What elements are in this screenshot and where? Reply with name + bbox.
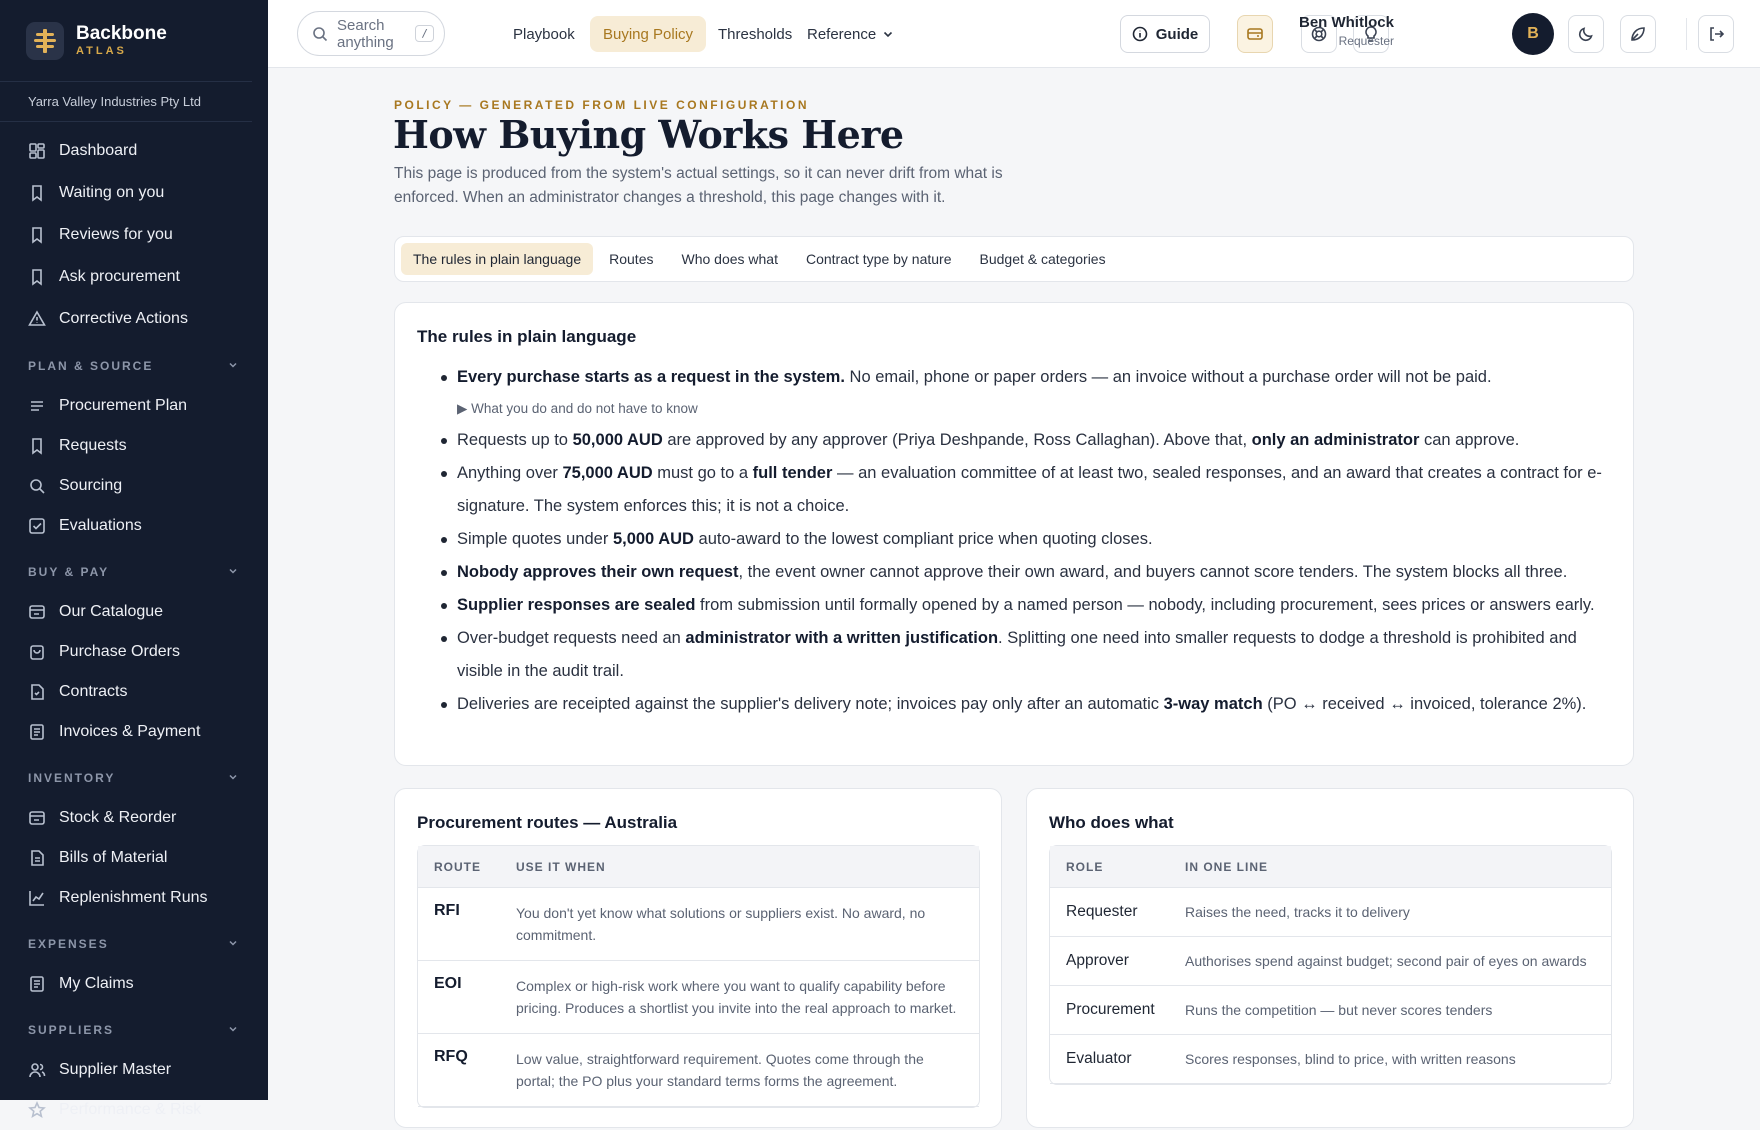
rule-item (439, 523, 1609, 556)
policy-tabs (394, 236, 1634, 282)
route-description: You don't yet know what solutions or suppliers exist. No award, no commitment. (516, 905, 926, 943)
wallet-icon (1246, 25, 1264, 43)
role-description: Raises the need, tracks it to delivery (1185, 904, 1410, 920)
rule-item (439, 622, 1609, 688)
sidebar-item-label: Waiting on you (59, 184, 165, 201)
sidebar-item-label: Our Catalogue (59, 603, 164, 620)
moon-icon (1577, 25, 1595, 43)
table-header (1050, 846, 1611, 888)
table-row (1050, 1035, 1611, 1084)
nav-label: Thresholds (718, 25, 793, 43)
rules-list (439, 361, 1609, 721)
role-description: Runs the competition — but never scores tenders (1185, 1002, 1493, 1018)
details-label: What you do and do not have to know (471, 401, 698, 416)
rule-text: are approved by any approver (Priya Deshpande, Ross Callaghan). Above that, (662, 431, 1252, 449)
tab-who-does-what[interactable]: Who does what (681, 251, 778, 267)
rules-card-title: The rules in plain language (417, 327, 637, 346)
section-title: BUY & PAY (28, 565, 110, 579)
nav-playbook[interactable] (500, 16, 588, 52)
rule-text: Anything over (457, 464, 563, 482)
sidebar-section-suppliers[interactable] (0, 1010, 268, 1050)
sidebar-section-inventory[interactable] (0, 758, 268, 798)
chevron-down-icon (228, 1023, 238, 1037)
table-row (418, 961, 979, 1034)
sidebar-item-purchase-orders[interactable] (0, 632, 268, 672)
sidebar-item-label: Supplier Master (59, 1061, 172, 1078)
search-shortcut: / (415, 25, 434, 42)
sidebar-item-procurement-plan[interactable] (0, 386, 268, 426)
rule-item (439, 361, 1609, 394)
sign-out-icon (1707, 25, 1725, 43)
document-icon (28, 849, 46, 867)
sidebar-section-buy-pay[interactable] (0, 552, 268, 592)
table-row (1050, 986, 1611, 1035)
sidebar-item-sourcing[interactable] (0, 466, 268, 506)
sidebar-item-label: Corrective Actions (59, 310, 188, 327)
receipt-icon (28, 975, 46, 993)
column-header-role: ROLE (1066, 859, 1104, 874)
user-role: Requester (1338, 34, 1394, 48)
sidebar-item-dashboard[interactable] (0, 130, 268, 172)
theme-toggle-button[interactable] (1568, 15, 1604, 53)
feedback-button[interactable] (1620, 15, 1656, 53)
sidebar-section-plan-source[interactable] (0, 346, 268, 386)
sidebar-item-corrective-actions[interactable] (0, 298, 268, 340)
sidebar-item-label: Bills of Material (59, 849, 168, 866)
who-card-title: Who does what (1049, 813, 1174, 832)
rule-item (439, 424, 1609, 457)
rule-text: — an evaluation committee of at least two, sealed responses, and an award that creates a contract for e-signature. The system enforces this; it is not a choice. (457, 464, 1602, 515)
tab-budget-categories[interactable]: Budget & categories (979, 251, 1106, 267)
rule-emphasis: administrator with a written justification (685, 629, 999, 647)
sidebar-item-label: Performance & Risk (59, 1101, 202, 1118)
table-row (1050, 888, 1611, 937)
column-header-use-it-when: USE IT WHEN (516, 859, 606, 874)
rule-item (439, 589, 1609, 622)
info-icon (1132, 26, 1148, 42)
organization-name[interactable]: Yarra Valley Industries Pty Ltd (0, 82, 252, 122)
rule-emphasis: 3-way match (1163, 695, 1263, 713)
sidebar-item-label: Procurement Plan (59, 397, 188, 414)
role-name: Evaluator (1066, 1050, 1132, 1067)
sidebar-item-bills-of-material[interactable] (0, 838, 268, 878)
chevron-down-icon (882, 28, 894, 40)
sidebar-item-contracts[interactable] (0, 672, 268, 712)
tab-contract-type[interactable]: Contract type by nature (805, 251, 952, 267)
rule-emphasis: 5,000 AUD (612, 530, 694, 548)
user-name: Ben Whitlock (1298, 14, 1394, 31)
sidebar-item-supplier-master[interactable] (0, 1050, 268, 1090)
tab-routes[interactable]: Routes (609, 251, 654, 267)
sidebar-item-label: Ask procurement (59, 268, 180, 285)
role-name: Approver (1066, 952, 1129, 969)
avatar[interactable]: B (1512, 13, 1554, 55)
list-icon (28, 397, 46, 415)
chevron-down-icon (228, 937, 238, 951)
receipt-icon (28, 723, 46, 741)
search-placeholder: Search anything (337, 16, 394, 51)
sidebar (0, 0, 268, 1118)
sidebar-item-label: Invoices & Payment (59, 723, 201, 740)
route-name: RFQ (434, 1048, 468, 1065)
bookmark-icon (28, 226, 46, 244)
rules-card (394, 302, 1634, 766)
table-row (418, 888, 979, 961)
brand[interactable] (0, 0, 252, 82)
chevron-down-icon (228, 359, 238, 373)
rule-text: must go to a (652, 464, 753, 482)
route-description: Low value, straightforward requirement. Quotes come through the portal; the PO plus your standard terms forms the agreement. (516, 1051, 924, 1089)
rule-item (439, 457, 1609, 523)
sidebar-item-label: Stock & Reorder (59, 809, 177, 826)
table-header (418, 846, 979, 888)
document-icon (28, 683, 46, 701)
route-name: RFI (434, 902, 460, 919)
guide-button[interactable] (1120, 15, 1210, 53)
role-name: Procurement (1066, 1001, 1155, 1018)
page-title: How Buying Works Here (393, 112, 904, 157)
role-description: Scores responses, blind to price, with written reasons (1185, 1051, 1516, 1067)
section-title: SUPPLIERS (28, 1023, 115, 1037)
rule-text: . Splitting one need into smaller requests to dodge a threshold is prohibited and visible in the audit trail. (457, 629, 1577, 680)
topbar-divider (1686, 18, 1687, 50)
rule-details-toggle[interactable] (439, 394, 1609, 424)
sidebar-item-reviews-for-you[interactable] (0, 214, 268, 256)
sidebar-item-label: Evaluations (59, 517, 142, 534)
who-does-what-card (1026, 788, 1634, 1128)
route-description: Complex or high-risk work where you want to qualify capability before pricing. Produces a shortlist you invite into the real approach to market. (516, 978, 957, 1016)
rule-text: , the event owner cannot approve their own award, and buyers cannot score tenders. The system blocks all three. (738, 563, 1568, 581)
sidebar-item-invoices-payment[interactable] (0, 712, 268, 752)
section-title: EXPENSES (28, 937, 109, 951)
routes-card (394, 788, 1002, 1128)
nav-label: Reference (807, 25, 877, 43)
rule-emphasis: full tender (752, 464, 833, 482)
box-icon (28, 809, 46, 827)
rule-emphasis: only an administrator (1251, 431, 1420, 449)
bookmark-icon (28, 184, 46, 202)
tab-rules-plain-language[interactable]: The rules in plain language (401, 243, 593, 275)
star-icon (28, 1101, 46, 1119)
brand-subtitle: ATLAS (76, 44, 127, 57)
bookmark-icon (28, 437, 46, 455)
sidebar-item-my-claims[interactable] (0, 964, 268, 1004)
rule-emphasis: Every purchase starts as a request in the system. (457, 368, 845, 386)
leaf-icon (1629, 25, 1647, 43)
search-icon (312, 26, 328, 42)
sidebar-item-label: Purchase Orders (59, 643, 180, 660)
sidebar-item-ask-procurement[interactable] (0, 256, 268, 298)
shopping-bag-icon (28, 643, 46, 661)
rule-text: Requests up to (457, 431, 573, 449)
backbone-logo-icon (26, 22, 64, 60)
rule-text: auto-award to the lowest compliant price when quoting closes. (693, 530, 1153, 548)
column-header-in-one-line: IN ONE LINE (1185, 859, 1269, 874)
nav-buying-policy[interactable] (590, 16, 706, 52)
rule-text: from submission until formally opened by a named person — nobody, including procurement, sees prices or answers early. (695, 596, 1595, 614)
sidebar-item-label: Replenishment Runs (59, 889, 208, 906)
rule-emphasis: Supplier responses are sealed (457, 596, 696, 614)
section-title: PLAN & SOURCE (28, 359, 154, 373)
wallet-button[interactable] (1237, 15, 1273, 53)
warning-icon (28, 310, 46, 328)
chevron-down-icon (228, 771, 238, 785)
search-input[interactable] (297, 11, 445, 56)
sidebar-item-label: Contracts (59, 683, 128, 700)
role-description: Authorises spend against budget; second pair of eyes on awards (1185, 953, 1587, 969)
checkbox-icon (28, 517, 46, 535)
rule-item (439, 688, 1609, 721)
sidebar-item-label: Reviews for you (59, 226, 173, 243)
sidebar-item-replenishment-runs[interactable] (0, 878, 268, 918)
dashboard-icon (28, 142, 46, 160)
rule-emphasis: Nobody approves their own request (457, 563, 739, 581)
bookmark-icon (28, 268, 46, 286)
rule-item (439, 556, 1609, 589)
brand-name: Backbone (76, 22, 167, 44)
nav-reference[interactable] (794, 16, 907, 52)
catalogue-icon (28, 603, 46, 621)
column-header-route: ROUTE (434, 859, 481, 874)
route-name: EOI (434, 975, 462, 992)
sidebar-item-label: Requests (59, 437, 127, 454)
table-row (418, 1034, 979, 1107)
sidebar-item-stock-reorder[interactable] (0, 798, 268, 838)
table-row (1050, 937, 1611, 986)
user-info[interactable] (1294, 14, 1394, 48)
section-title: INVENTORY (28, 771, 116, 785)
nav-label: Buying Policy (603, 25, 694, 43)
main-content (268, 68, 1760, 1100)
sidebar-item-performance-risk[interactable] (0, 1090, 268, 1130)
rule-text: Over-budget requests need an (457, 629, 686, 647)
line-chart-icon (28, 889, 46, 907)
routes-card-title: Procurement routes — Australia (417, 813, 678, 832)
rule-text: No email, phone or paper orders — an invoice without a purchase order will not be paid. (844, 368, 1492, 386)
guide-label: Guide (1155, 25, 1199, 43)
rule-emphasis: 75,000 AUD (562, 464, 653, 482)
page-description: This page is produced from the system's actual settings, so it can never drift from what is enforced. When an administrator changes a threshold, this page changes with it. (394, 165, 1003, 206)
search-icon (28, 477, 46, 495)
page-eyebrow: POLICY — GENERATED FROM LIVE CONFIGURATION (394, 98, 810, 112)
rule-text: (PO ↔ received ↔ invoiced, tolerance 2%). (1262, 695, 1587, 713)
sidebar-item-label: Dashboard (59, 142, 138, 159)
sidebar-item-waiting-on-you[interactable] (0, 172, 268, 214)
role-name: Requester (1066, 903, 1138, 920)
rule-text: Simple quotes under (457, 530, 613, 548)
sidebar-item-label: My Claims (59, 975, 134, 992)
sidebar-nav (0, 122, 268, 1130)
sidebar-item-requests[interactable] (0, 426, 268, 466)
sidebar-item-label: Sourcing (59, 477, 123, 494)
nav-thresholds[interactable] (705, 16, 805, 52)
sidebar-section-expenses[interactable] (0, 924, 268, 964)
sign-out-button[interactable] (1698, 15, 1734, 53)
rule-text: can approve. (1419, 431, 1520, 449)
users-icon (28, 1061, 46, 1079)
chevron-down-icon (228, 565, 238, 579)
topbar (268, 0, 1760, 68)
nav-label: Playbook (513, 25, 575, 43)
rule-text: Deliveries are receipted against the supplier's delivery note; invoices pay only after an automatic (457, 695, 1164, 713)
sidebar-item-our-catalogue[interactable] (0, 592, 268, 632)
rule-emphasis: 50,000 AUD (572, 431, 663, 449)
triangle-right-icon: ▶ (457, 401, 472, 416)
roles-table (1049, 845, 1612, 1085)
sidebar-item-evaluations[interactable] (0, 506, 268, 546)
routes-table (417, 845, 980, 1108)
